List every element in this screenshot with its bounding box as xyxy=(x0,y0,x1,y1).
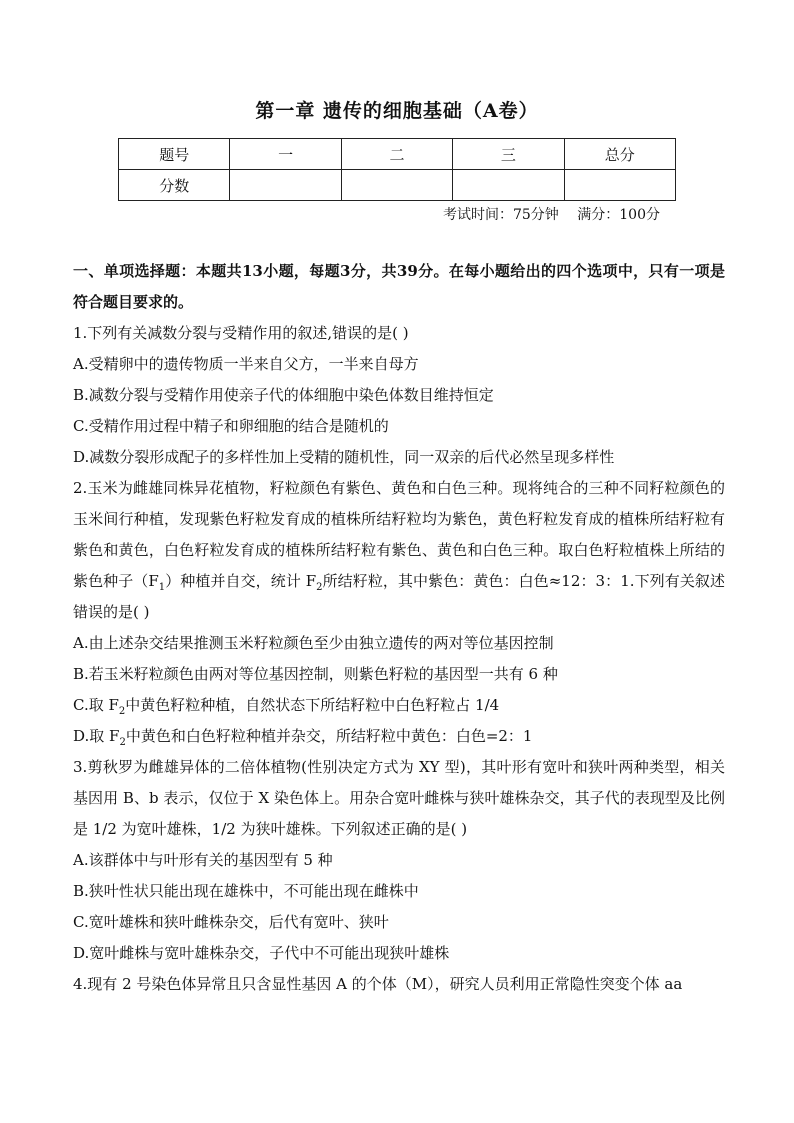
score-header-total: 总分 xyxy=(564,139,675,170)
question-1 xyxy=(73,318,725,473)
subscript: 2 xyxy=(118,706,126,717)
question-2-stem xyxy=(73,473,725,628)
question-3-option-c: C.宽叶雄株和狭叶雌株杂交，后代有宽叶、狭叶 xyxy=(73,913,389,931)
score-header-part1: 一 xyxy=(230,139,341,170)
score-header-part3: 三 xyxy=(453,139,564,170)
question-1-stem: 1.下列有关减数分裂与受精作用的叙述,错误的是( ) xyxy=(73,324,409,342)
question-2 xyxy=(73,473,725,752)
score-cell-part3 xyxy=(453,170,564,201)
question-2-option-a: A.由上述杂交结果推测玉米籽粒颜色至少由独立遗传的两对等位基因控制 xyxy=(73,634,554,652)
question-2-stem-part: ）种植并自交，统计 F xyxy=(165,572,317,590)
page-title: 第一章 遗传的细胞基础（A卷） xyxy=(255,100,539,122)
exam-time: 考试时间：75分钟 xyxy=(442,207,559,223)
question-1-option-c: C.受精作用过程中精子和卵细胞的结合是随机的 xyxy=(73,417,389,435)
subscript: 1 xyxy=(158,582,166,593)
question-4 xyxy=(73,969,725,1000)
score-row-label: 分数 xyxy=(119,170,230,201)
score-header-label: 题号 xyxy=(119,139,230,170)
question-body xyxy=(73,256,725,1000)
score-table-header-row xyxy=(119,139,676,170)
question-1-option-b: B.减数分裂与受精作用使亲子代的体细胞中染色体数目维持恒定 xyxy=(73,386,494,404)
option-text: C.取 F xyxy=(73,696,119,714)
section-heading: 一、单项选择题：本题共13小题，每题3分，共39分。在每小题给出的四个选项中，只有一项是符合题目要求的。 xyxy=(73,262,725,311)
question-2-option-c xyxy=(73,690,725,721)
exam-full-score: 满分：100分 xyxy=(577,207,660,223)
option-text: 中黄色籽粒种植，自然状态下所结籽粒中白色籽粒占 1/4 xyxy=(125,696,500,714)
question-3-stem: 3.剪秋罗为雌雄异体的二倍体植物(性别决定方式为 XY 型)，其叶形有宽叶和狭叶两种类型，相关基因用 B、b 表示，仅位于 X 染色体上。用杂合宽叶雌株与狭叶雄株杂交，其子代的表现型及比例是 1/2 为宽叶雄株，1/2 为狭叶雄株。下列叙述正确的是( ) xyxy=(73,758,725,838)
option-text: D.取 F xyxy=(73,727,120,745)
score-header-part2: 二 xyxy=(341,139,452,170)
score-table-score-row xyxy=(119,170,676,201)
subscript: 2 xyxy=(119,737,126,748)
score-cell-part2 xyxy=(341,170,452,201)
option-text: 中黄色和白色籽粒种植并杂交，所结籽粒中黄色：白色=2：1 xyxy=(125,727,533,745)
question-1-option-d: D.减数分裂形成配子的多样性加上受精的随机性，同一双亲的后代必然呈现多样性 xyxy=(73,448,615,466)
question-3-option-b: B.狭叶性状只能出现在雄株中，不可能出现在雌株中 xyxy=(73,882,419,900)
score-cell-total xyxy=(564,170,675,201)
question-3-option-d: D.宽叶雌株与宽叶雄株杂交，子代中不可能出现狭叶雄株 xyxy=(73,944,450,962)
question-2-stem-part: 2.玉米为雌雄同株异花植物，籽粒颜色有紫色、黄色和白色三种。现将纯合的三种不同籽粒颜色的玉米间行种植，发现紫色籽粒发育成的植株所结籽粒均为紫色，黄色籽粒发育成的植株所结籽粒有紫色和黄色，白色籽粒发育成的植株所结籽粒有紫色、黄色和白色三种。取白色籽粒植株上所结的紫色种子（F xyxy=(73,479,725,590)
question-4-stem: 4.现有 2 号染色体异常且只含显性基因 A 的个体（M），研究人员利用正常隐性突变个体 aa xyxy=(73,975,683,993)
score-cell-part1 xyxy=(230,170,341,201)
question-3-option-a: A.该群体中与叶形有关的基因型有 5 种 xyxy=(73,851,333,869)
question-2-option-b: B.若玉米籽粒颜色由两对等位基因控制，则紫色籽粒的基因型一共有 6 种 xyxy=(73,665,558,683)
question-1-option-a: A.受精卵中的遗传物质一半来自父方，一半来自母方 xyxy=(73,355,419,373)
subscript: 2 xyxy=(316,582,323,593)
question-3 xyxy=(73,752,725,969)
score-table xyxy=(118,138,676,201)
question-2-stem-part: 所结籽粒，其中紫色：黄色：白色≈12：3：1.下列有关叙述错误的是( ) xyxy=(73,572,725,621)
exam-info xyxy=(380,204,660,224)
question-2-option-d xyxy=(73,721,725,752)
